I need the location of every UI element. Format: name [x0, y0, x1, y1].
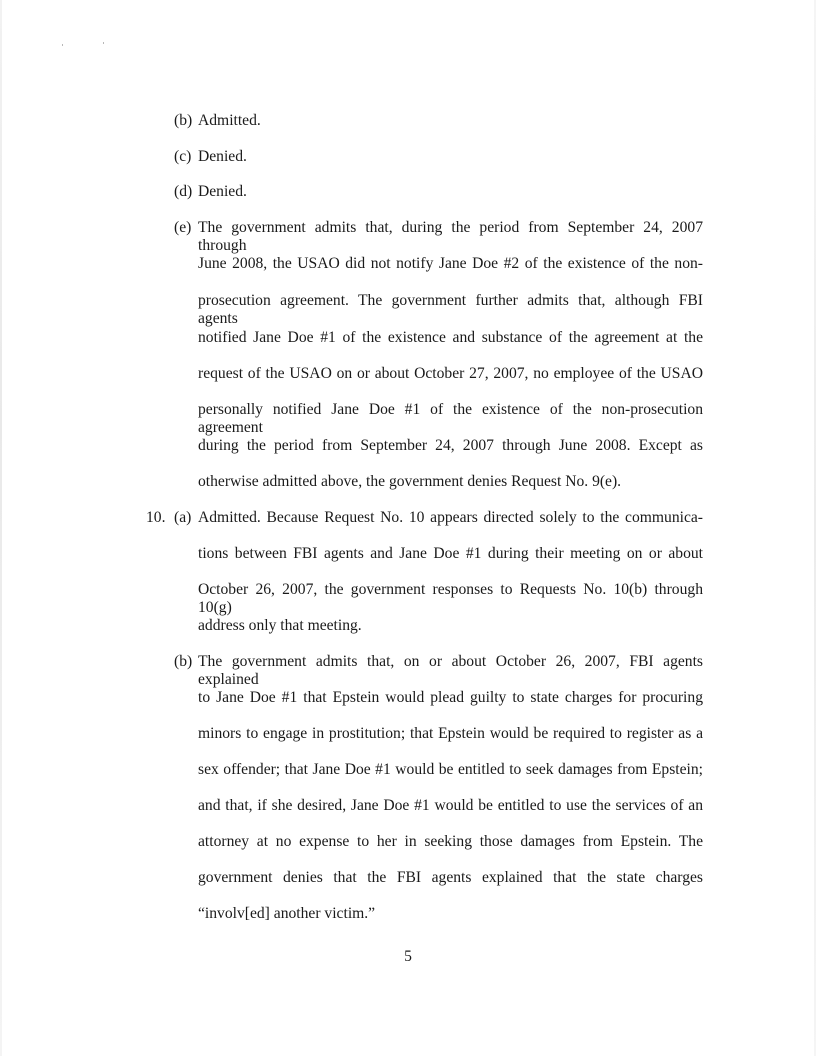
item-marker-c: (c): [174, 148, 192, 165]
item-e-line: The government admits that, during the period from September 24, 2007 through: [198, 219, 703, 254]
scan-left-edge: [0, 0, 2, 1056]
item-e-line: during the period from September 24, 2007 through June 2008. Except as: [198, 437, 703, 454]
scan-speck: [62, 44, 63, 46]
item-b2-line: and that, if she desired, Jane Doe #1 would be entitled to use the services of an: [198, 797, 703, 814]
item-e-line: prosecution agreement. The government further admits that, although FBI agents: [198, 292, 703, 327]
item-b2-line: minors to engage in prostitution; that Epstein would be required to register as a: [198, 725, 703, 742]
item-a-line: address only that meeting.: [198, 617, 362, 634]
item-marker-a: (a): [174, 509, 192, 526]
item-number-10: 10.: [146, 509, 166, 526]
item-b2-line: “involv[ed] another victim.”: [198, 905, 376, 922]
item-b2-line: government denies that the FBI agents explained that the state charges: [198, 869, 703, 886]
item-b2-line: The government admits that, on or about October 26, 2007, FBI agents explained: [198, 653, 703, 688]
item-b2-line: to Jane Doe #1 that Epstein would plead guilty to state charges for procuring: [198, 689, 703, 706]
item-b-line: Admitted.: [198, 112, 261, 129]
item-a-line: October 26, 2007, the government responses to Requests No. 10(b) through 10(g): [198, 581, 703, 616]
item-e-line: request of the USAO on or about October 27, 2007, no employee of the USAO: [198, 365, 703, 382]
item-c-line: Denied.: [198, 148, 247, 165]
item-e-line: personally notified Jane Doe #1 of the existence of the non-prosecution agreement: [198, 401, 703, 436]
page-number: 5: [404, 948, 412, 965]
item-marker-b-second: (b): [174, 653, 193, 670]
item-d-line: Denied.: [198, 183, 247, 200]
item-e-line: otherwise admitted above, the government denies Request No. 9(e).: [198, 473, 622, 490]
item-marker-b-first: (b): [174, 112, 193, 129]
item-marker-d: (d): [174, 183, 193, 200]
item-e-line: notified Jane Doe #1 of the existence and substance of the agreement at the: [198, 329, 703, 346]
item-a-line: tions between FBI agents and Jane Doe #1 during their meeting on or about: [198, 545, 703, 562]
item-a-line: Admitted. Because Request No. 10 appears directed solely to the communica-: [198, 509, 703, 526]
item-e-line: June 2008, the USAO did not notify Jane Doe #2 of the existence of the non-: [198, 255, 703, 272]
item-b2-line: sex offender; that Jane Doe #1 would be entitled to seek damages from Epstein;: [198, 761, 703, 778]
item-marker-e: (e): [174, 219, 192, 236]
item-b2-line: attorney at no expense to her in seeking those damages from Epstein. The: [198, 833, 703, 850]
scan-speck: [103, 42, 104, 44]
